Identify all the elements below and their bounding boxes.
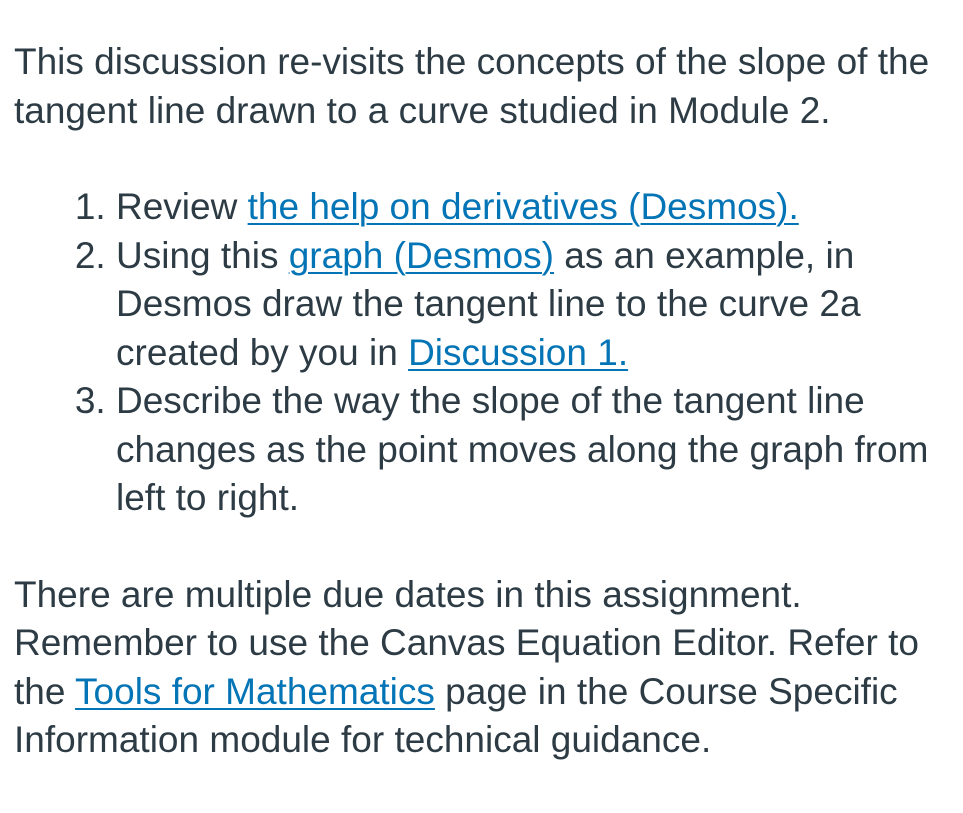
- step-3-text: Describe the way the slope of the tangent line changes as the point moves along the graph from left to right.: [116, 380, 929, 518]
- list-item-1: [116, 183, 954, 232]
- tools-for-mathematics-link[interactable]: Tools for Mathematics: [75, 670, 435, 712]
- discussion-body: [14, 38, 954, 765]
- discussion-1-link[interactable]: Discussion 1.: [408, 331, 629, 373]
- closing-text-before: There are multiple due dates in this assignment. Remember to use the Canvas Equation Editor. Refer to the: [14, 573, 919, 712]
- derivatives-help-link[interactable]: the help on derivatives (Desmos).: [247, 186, 799, 227]
- closing-paragraph: [14, 571, 954, 765]
- list-item-2: [116, 232, 954, 378]
- list-item-3: [116, 377, 954, 523]
- intro-paragraph: This discussion re-visits the concepts of the slope of the tangent line drawn to a curve studied in Module 2.: [14, 41, 930, 131]
- step-1-text: Review: [116, 186, 248, 227]
- step-2-text-middle: as an example, in Desmos draw the tangent line to the curve 2a created by you in: [116, 234, 861, 373]
- closing-text-after: page in the Course Specific Information module for technical guidance.: [14, 670, 898, 760]
- step-2-text-before: Using this: [116, 234, 289, 276]
- instructions-list: [14, 183, 954, 523]
- graph-desmos-link[interactable]: graph (Desmos): [288, 234, 554, 276]
